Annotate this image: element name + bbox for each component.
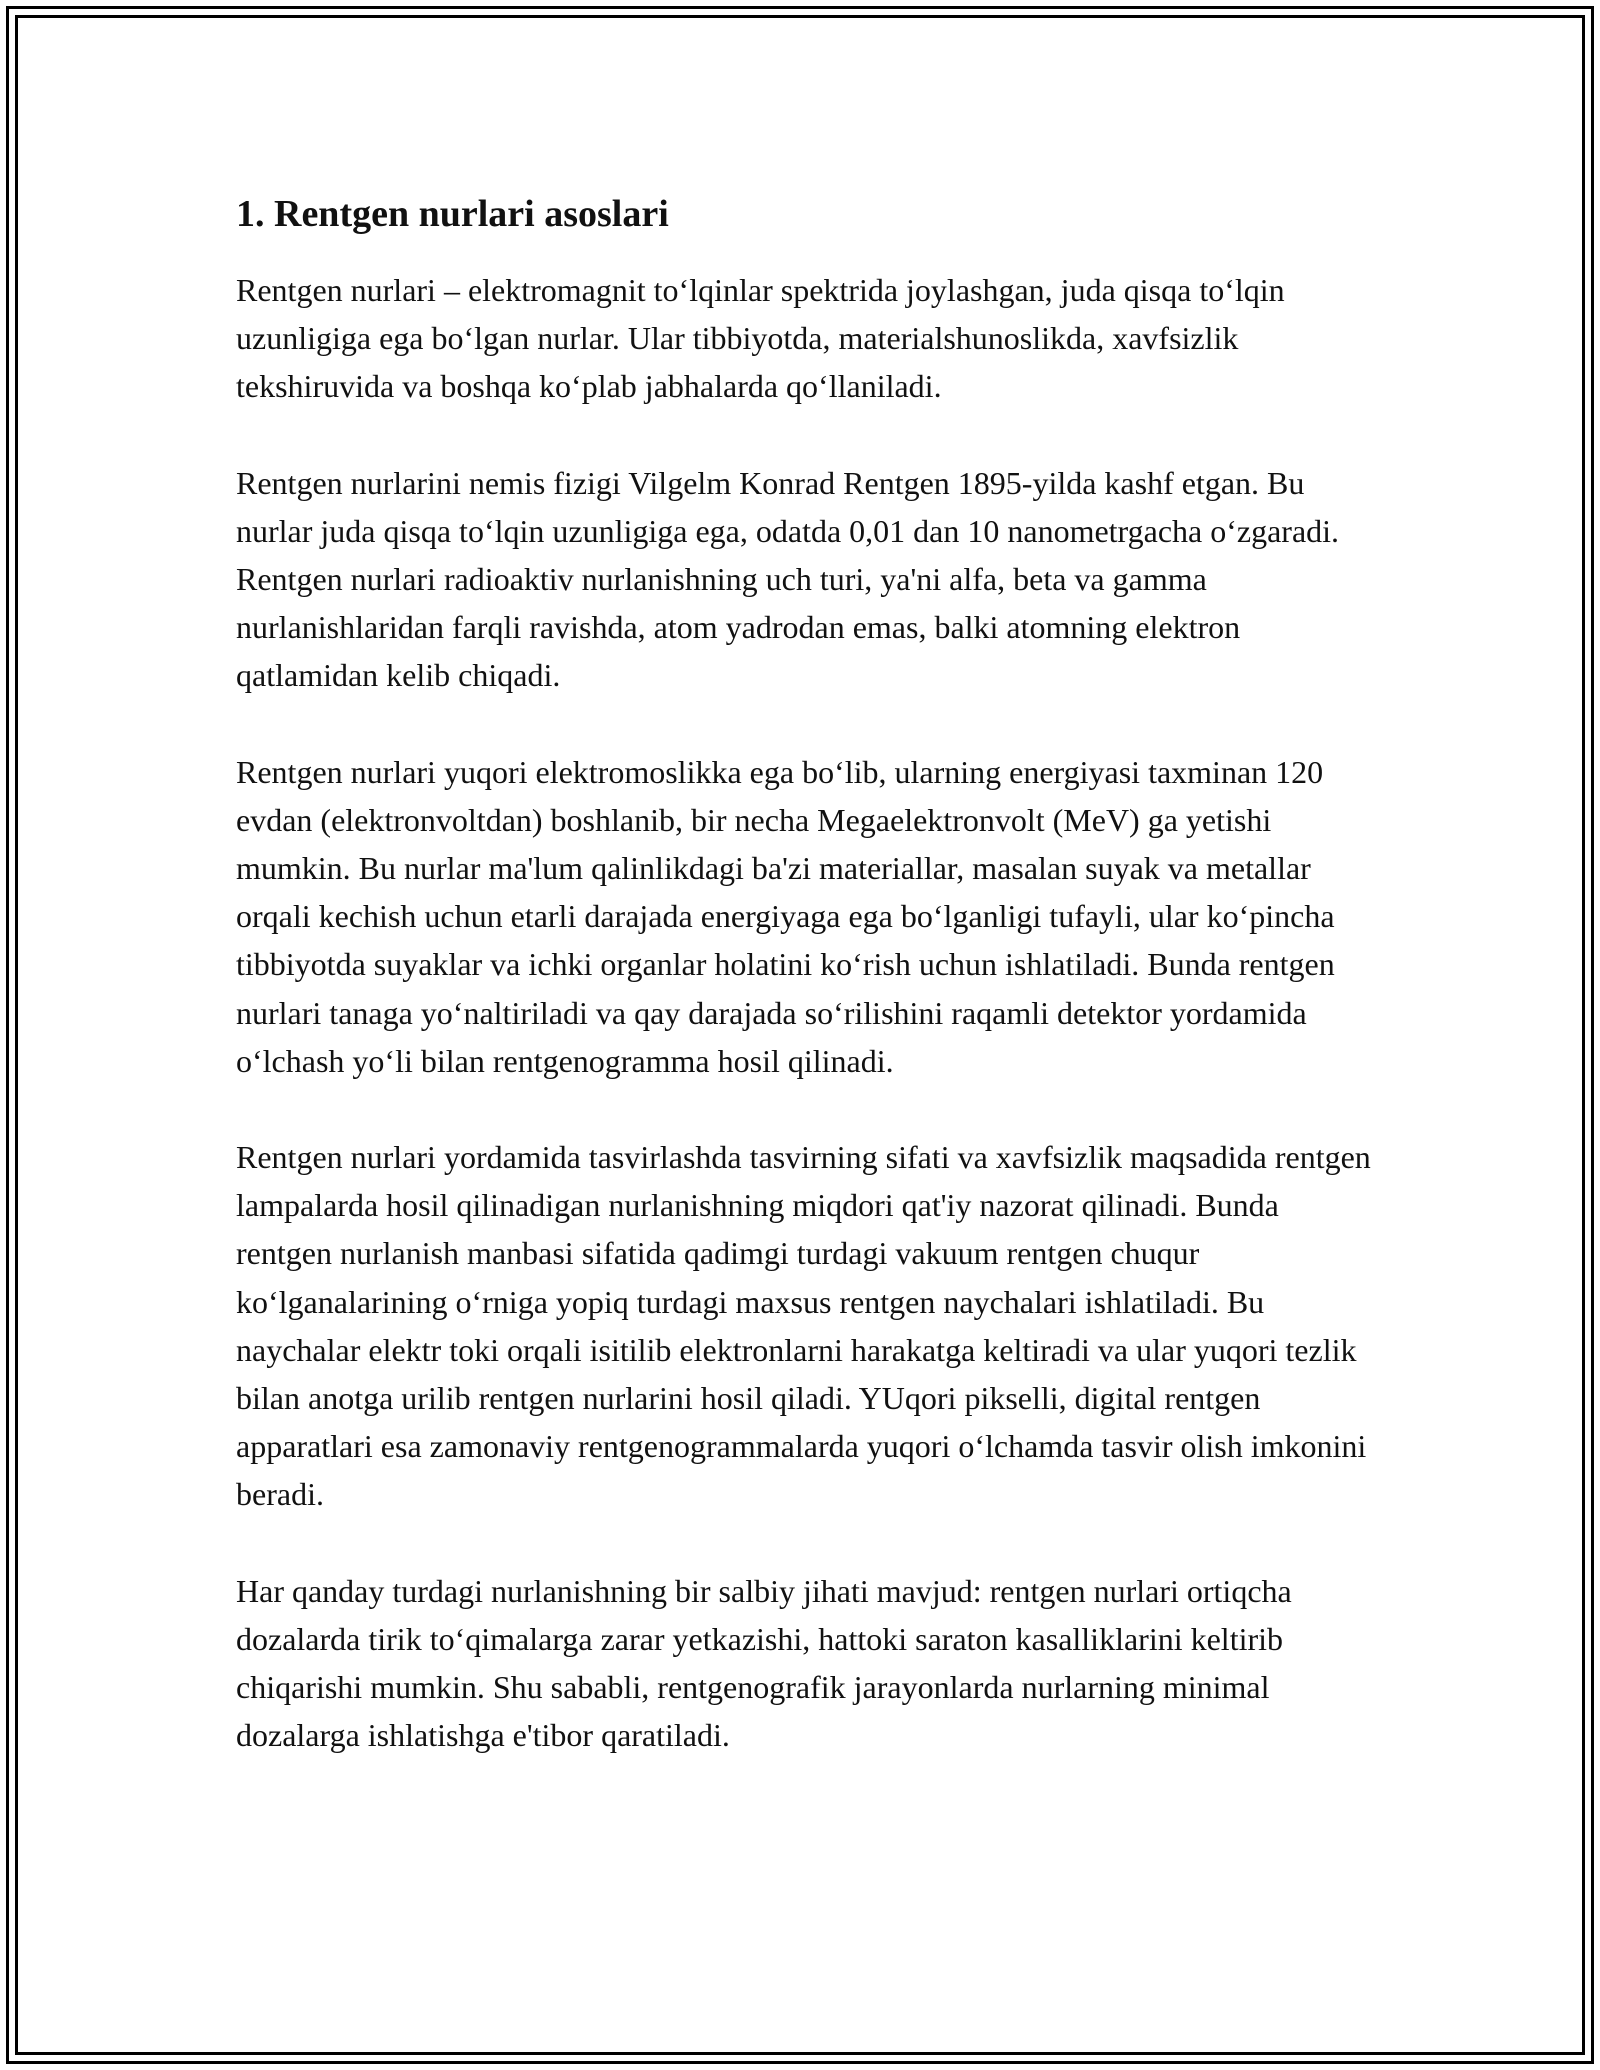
paragraph-4: Rentgen nurlari yordamida tasvirlashda tasvirning sifati va xavfsizlik maqsadida rentgen lampalarda hosil qilinadigan nurlanishning miqdori qat'iy nazorat qilinadi. Bunda rentgen nurlanish manbasi sifatida qadimgi turdagi vakuum rentgen chuqur ko‘lganalarining o‘rniga yopiq turdagi maxsus rentgen naychalari ishlatiladi. Bu naychalar elektr toki orqali isitilib elektronlarni harakatga keltiradi va ular yuqori tezlik bilan anotga urilib rentgen nurlarini hosil qiladi. YUqori pikselli, digital rentgen apparatlari esa zamonaviy rentgenogrammalarda yuqori o‘lchamda tasvir olish imkonini beradi. [236, 1139, 1371, 1513]
paragraph-5: Har qanday turdagi nurlanishning bir salbiy jihati mavjud: rentgen nurlari ortiqcha dozalarda tirik to‘qimalarga zarar yetkazishi, hattoki saraton kasalliklarini keltirib chiqarishi mumkin. Shu sababli, rentgenografik jarayonlarda nurlarning minimal dozalarga ishlatishga e'tibor qaratiladi. [236, 1572, 1292, 1754]
paragraph-2: Rentgen nurlarini nemis fizigi Vilgelm Konrad Rentgen 1895-yilda kashf etgan. Bu nurlar juda qisqa to‘lqin uzunligiga ega, odatda 0,01 dan 10 nanometrgacha o‘zgaradi. Rentgen nurlari radioaktiv nurlanishning uch turi, ya'ni alfa, beta va gamma nurlanishlaridan farqli ravishda, atom yadrodan emas, balki atomning elektron qatlamidan kelib chiqadi. [236, 464, 1340, 694]
section-heading: 1. Rentgen nurlari asoslari [236, 193, 669, 235]
paragraph-1: Rentgen nurlari – elektromagnit to‘lqinlar spektrida joylashgan, juda qisqa to‘lqin uzunligiga ega bo‘lgan nurlar. Ular tibbiyotda, materialshunoslikda, xavfsizlik tekshiruvida va boshqa ko‘plab jabhalarda qo‘llaniladi. [236, 272, 1285, 405]
document-body [236, 186, 1376, 1807]
paragraph-3: Rentgen nurlari yuqori elektromoslikka ega bo‘lib, ularning energiyasi taxminan 120 evdan (elektronvoltdan) boshlanib, bir necha Megaelektronvolt (MeV) ga yetishi mumkin. Bu nurlar ma'lum qalinlikdagi ba'zi materiallar, masalan suyak va metallar orqali kechish uchun etarli darajada energiyaga ega bo‘lganligi tufayli, ular ko‘pincha tibbiyotda suyaklar va ichki organlar holatini ko‘rish uchun ishlatiladi. Bunda rentgen nurlari tanaga yo‘naltiriladi va qay darajada so‘rilishini raqamli detektor yordamida o‘lchash yo‘li bilan rentgenogramma hosil qilinadi. [236, 753, 1335, 1079]
